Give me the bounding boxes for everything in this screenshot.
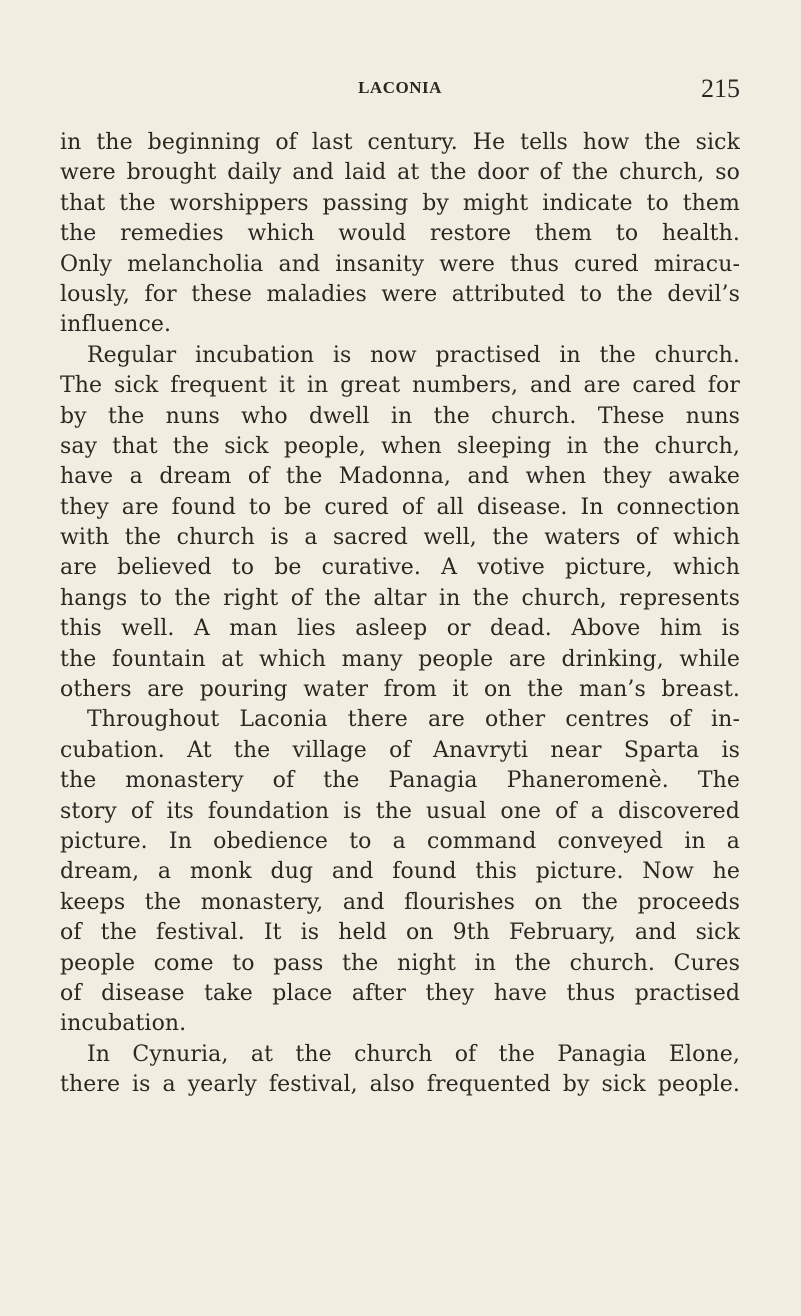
text-line-29: of disease take place after they have thus practised — [60, 980, 740, 1006]
text-line-18: the fountain at which many people are drinking, while — [60, 646, 740, 672]
text-line-32: there is a yearly festival, also frequented by sick people. — [60, 1072, 740, 1098]
text-line-9: The sick frequent it in great numbers, and are cared for — [60, 373, 740, 399]
text-line-17: this well. A man lies asleep or dead. Above him is — [60, 616, 740, 642]
text-line-15: are believed to be curative. A votive picture, which — [60, 555, 740, 581]
text-line-8: Regular incubation is now practised in the church. — [87, 342, 740, 368]
text-line-2: were brought daily and laid at the door of the church, so — [60, 160, 740, 186]
text-line-16: hangs to the right of the altar in the church, represents — [60, 585, 740, 611]
running-head — [60, 76, 740, 106]
text-line-12: have a dream of the Madonna, and when they awake — [60, 464, 740, 490]
text-line-22: the monastery of the Panagia Phaneromenè. The — [60, 768, 740, 794]
text-line-13: they are found to be cured of all disease. In connection — [60, 494, 740, 520]
text-line-25: dream, a monk dug and found this picture. Now he — [60, 859, 740, 885]
text-line-1: in the beginning of last century. He tells how the sick — [60, 130, 740, 155]
text-line-4: the remedies which would restore them to health. — [60, 221, 740, 247]
text-line-27: of the festival. It is held on 9th February, and sick — [60, 920, 740, 946]
text-line-6: lously, for these maladies were attributed to the devil’s — [60, 281, 740, 307]
text-line-23: story of its foundation is the usual one of a discovered — [60, 798, 740, 824]
text-line-5: Only melancholia and insanity were thus cured miracu- — [60, 251, 740, 277]
text-line-24: picture. In obedience to a command conveyed in a — [60, 828, 740, 854]
text-line-28: people come to pass the night in the church. Cures — [60, 950, 740, 976]
page-number: 215 — [701, 74, 740, 103]
text-line-10: by the nuns who dwell in the church. These nuns — [60, 403, 740, 429]
text-line-3: that the worshippers passing by might indicate to them — [60, 190, 740, 216]
text-line-14: with the church is a sacred well, the waters of which — [60, 525, 740, 551]
text-line-7: influence. — [60, 312, 172, 338]
text-line-30: incubation. — [60, 1011, 187, 1037]
text-line-26: keeps the monastery, and flourishes on the proceeds — [60, 889, 740, 915]
text-line-31: In Cynuria, at the church of the Panagia Elone, — [87, 1041, 740, 1067]
body-text — [60, 128, 740, 1101]
running-title: LACONIA — [358, 78, 442, 97]
text-line-19: others are pouring water from it on the man’s breast. — [60, 677, 740, 703]
text-line-21: cubation. At the village of Anavryti near Sparta is — [60, 737, 740, 763]
text-line-20: Throughout Laconia there are other centres of in- — [87, 707, 740, 733]
text-line-11: say that the sick people, when sleeping in the church, — [60, 433, 740, 459]
